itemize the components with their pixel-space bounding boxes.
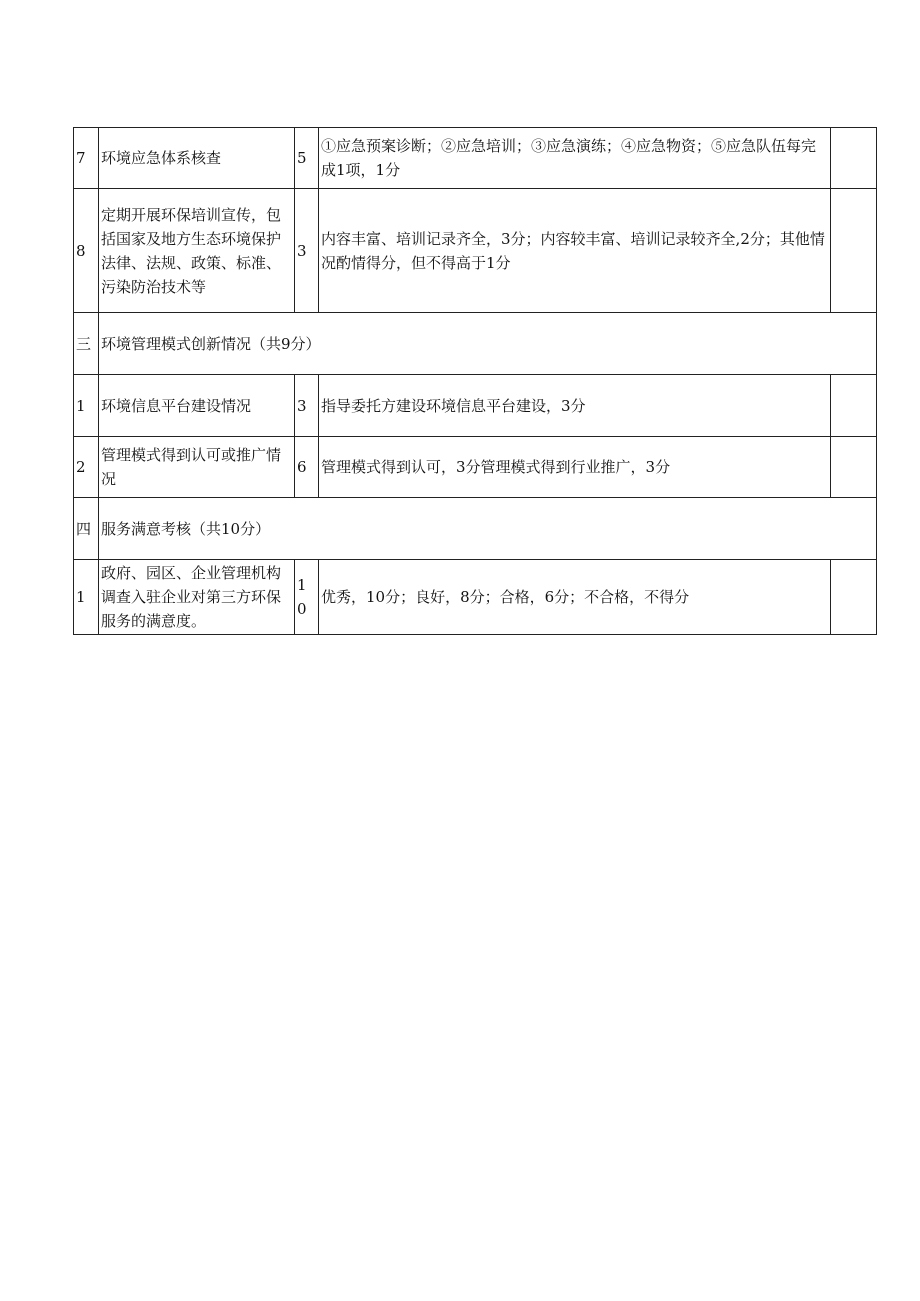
table-row (74, 375, 877, 437)
section-number: 四 (74, 498, 99, 560)
row-number: 2 (74, 437, 99, 498)
assessment-item: 定期开展环保培训宣传，包括国家及地方生态环境保护法律、法规、政策、标准、污染防治技术等 (99, 189, 295, 313)
points-value: 10 (295, 560, 319, 635)
assessment-item: 环境应急体系核查 (99, 128, 295, 189)
section-row (74, 498, 877, 560)
assessment-item: 政府、园区、企业管理机构调查入驻企业对第三方环保服务的满意度。 (99, 560, 295, 635)
assessment-item: 环境信息平台建设情况 (99, 375, 295, 437)
row-number: 7 (74, 128, 99, 189)
scoring-criteria: 管理模式得到认可，3分管理模式得到行业推广，3分 (319, 437, 831, 498)
section-title: 环境管理模式创新情况（共9分） (99, 313, 877, 375)
scoring-criteria: 优秀，10分；良好，8分；合格，6分；不合格，不得分 (319, 560, 831, 635)
section-row (74, 313, 877, 375)
scoring-table (73, 127, 877, 635)
row-number: 8 (74, 189, 99, 313)
table-row (74, 437, 877, 498)
scoring-criteria: ①应急预案诊断；②应急培训；③应急演练；④应急物资；⑤应急队伍每完成1项，1分 (319, 128, 831, 189)
points-value: 3 (295, 375, 319, 437)
scoring-criteria: 内容丰富、培训记录齐全，3分；内容较丰富、培训记录较齐全,2分；其他情况酌情得分，但不得高于1分 (319, 189, 831, 313)
table-row (74, 560, 877, 635)
assessment-item: 管理模式得到认可或推广情况 (99, 437, 295, 498)
points-value: 6 (295, 437, 319, 498)
points-value: 5 (295, 128, 319, 189)
row-number: 1 (74, 560, 99, 635)
section-title: 服务满意考核（共10分） (99, 498, 877, 560)
score-cell (831, 560, 877, 635)
scoring-criteria: 指导委托方建设环境信息平台建设，3分 (319, 375, 831, 437)
table-row (74, 128, 877, 189)
row-number: 1 (74, 375, 99, 437)
score-cell (831, 375, 877, 437)
section-number: 三 (74, 313, 99, 375)
score-cell (831, 189, 877, 313)
points-value: 3 (295, 189, 319, 313)
table-row (74, 189, 877, 313)
score-cell (831, 437, 877, 498)
score-cell (831, 128, 877, 189)
